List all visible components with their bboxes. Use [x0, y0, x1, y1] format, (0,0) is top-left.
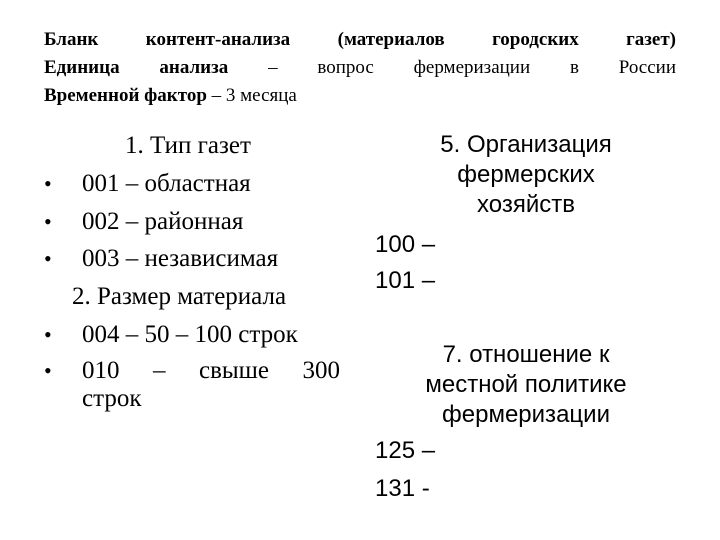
unit-value: – вопрос фермеризации в России: [268, 57, 676, 78]
code-004-item: 004 – 50 – 100 строк: [82, 321, 298, 348]
bullet-icon: •: [44, 209, 52, 234]
header-line-3: [44, 82, 676, 110]
code-001-item: 001 – областная: [82, 170, 251, 197]
header-line-1: [44, 26, 676, 54]
section-5-title-line-3: хозяйств: [477, 191, 575, 218]
unit-label: Единица анализа: [44, 57, 229, 78]
code-003-item: 003 – независимая: [82, 245, 279, 272]
time-factor-value: – 3 месяца: [211, 85, 297, 106]
section-7-title-line-2: местной политике: [425, 371, 627, 398]
code-010-item: 010 – свыше 300: [82, 357, 340, 384]
section-2-title: 2. Размер материала: [72, 283, 287, 310]
section-1-title: 1. Тип газет: [125, 132, 251, 159]
bullet-icon: •: [44, 246, 52, 271]
section-7-title-line-1: 7. отношение к: [442, 341, 610, 368]
section-5-title-line-2: фермерских: [457, 161, 595, 188]
code-100-item: 100 –: [375, 231, 436, 258]
time-factor-label: Временной фактор: [44, 85, 207, 106]
bullet-icon: •: [44, 358, 52, 383]
code-101-item: 101 –: [375, 267, 436, 294]
form-title: Бланк контент-анализа: [44, 29, 291, 50]
header-line-2: [44, 54, 676, 82]
code-010-item-continuation: строк: [82, 385, 142, 412]
bullet-icon: •: [44, 171, 52, 196]
form-title-subject: (материалов городских газет): [337, 29, 677, 50]
code-131-item: 131 -: [375, 475, 430, 502]
code-125-item: 125 –: [375, 437, 436, 464]
section-7-title-line-3: фермеризации: [442, 401, 610, 428]
code-002-item: 002 – районная: [82, 208, 244, 235]
bullet-icon: •: [44, 322, 52, 347]
section-5-title-line-1: 5. Организация: [440, 131, 612, 158]
